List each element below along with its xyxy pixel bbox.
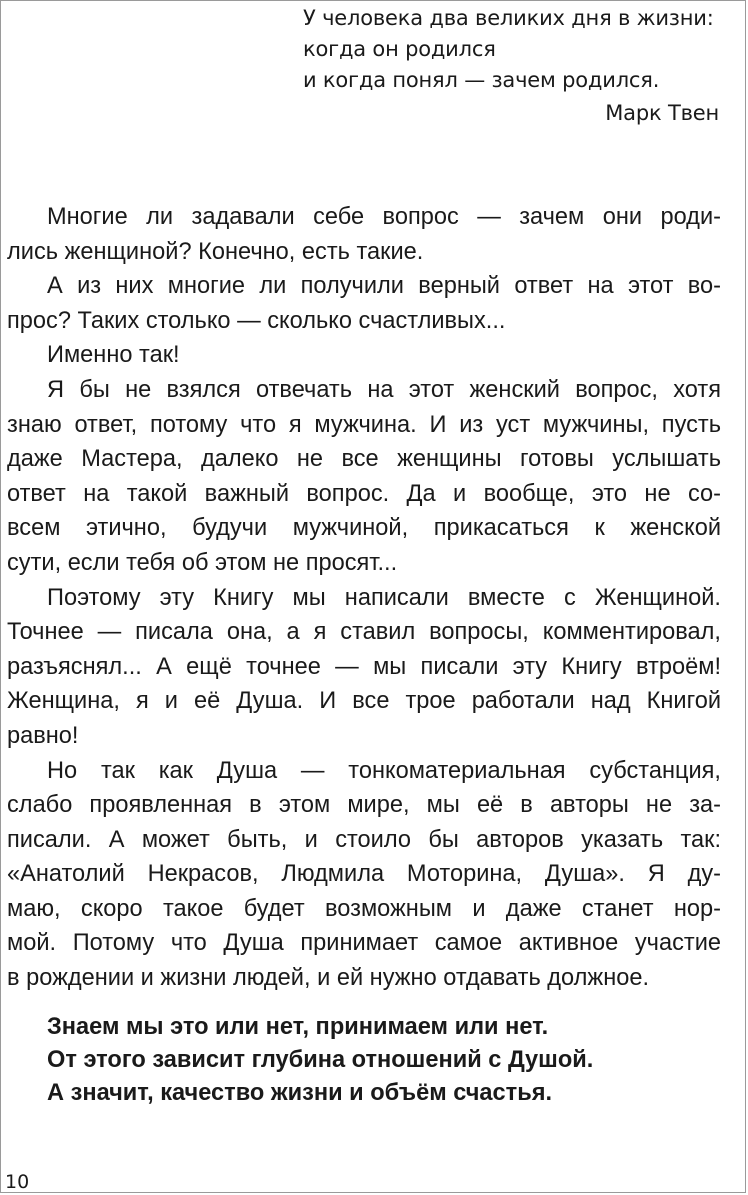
body-line: Точнее — писала она, а я ставил вопросы, комментировал,: [7, 619, 721, 646]
body-line: в рождении и жизни людей, и ей нужно отдавать должное.: [7, 965, 650, 992]
body-line: всем этично, будучи мужчиной, прикасаться к женской: [7, 515, 721, 542]
body-line: сути, если тебя об этом не просят...: [7, 549, 398, 576]
body-line: Именно так!: [47, 342, 180, 369]
body-line: мой. Потому что Душа принимает самое активное участие: [7, 930, 721, 957]
closing-line: Знаем мы это или нет, принимаем или нет.: [47, 1014, 549, 1040]
body-line: разъяснял... А ещё точнее — мы писали эту Книгу втроём!: [7, 653, 721, 680]
closing-statement: [47, 1011, 707, 1110]
body-text: [7, 200, 721, 996]
body-line: слабо проявленная в этом мире, мы её в авторы не за-: [7, 792, 721, 819]
epigraph: [303, 3, 723, 129]
epigraph-line: когда он родился: [303, 37, 496, 61]
body-line: А из них многие ли получили верный ответ на этот во-: [47, 273, 721, 300]
body-line: Я бы не взялся отвечать на этот женский вопрос, хотя: [47, 376, 721, 403]
page-number: 10: [5, 1171, 30, 1193]
body-line: писали. А может быть, и стоило бы авторов указать так:: [7, 826, 721, 853]
body-line: лись женщиной? Конечно, есть такие.: [7, 238, 424, 265]
body-line: маю, скоро такое будет возможным и даже станет нор-: [7, 895, 721, 922]
body-line: знаю ответ, потому что я мужчина. И из уст мужчины, пусть: [7, 411, 721, 438]
body-line: Женщина, я и её Душа. И все трое работали над Книгой: [7, 688, 721, 715]
body-line: Поэтому эту Книгу мы написали вместе с Женщиной.: [47, 584, 721, 611]
epigraph-line: У человека два великих дня в жизни:: [303, 6, 714, 30]
closing-line: А значит, качество жизни и объём счастья.: [47, 1080, 553, 1106]
body-line: равно!: [7, 722, 79, 749]
body-line: «Анатолий Некрасов, Людмила Моторина, Душа». Я ду-: [7, 861, 721, 888]
closing-line: От этого зависит глубина отношений с Душой.: [47, 1047, 594, 1073]
body-line: даже Мастера, далеко не все женщины готовы услышать: [7, 446, 721, 473]
body-line: прос? Таких столько — сколько счастливых...: [7, 307, 506, 334]
body-line: Многие ли задавали себе вопрос — зачем они роди-: [47, 204, 721, 230]
body-line: ответ на такой важный вопрос. Да и вообще, это не со-: [7, 480, 721, 507]
epigraph-author: Марк Твен: [605, 101, 719, 125]
epigraph-line: и когда понял — зачем родился.: [303, 68, 660, 92]
body-line: Но так как Душа — тонкоматериальная субстанция,: [47, 757, 721, 784]
